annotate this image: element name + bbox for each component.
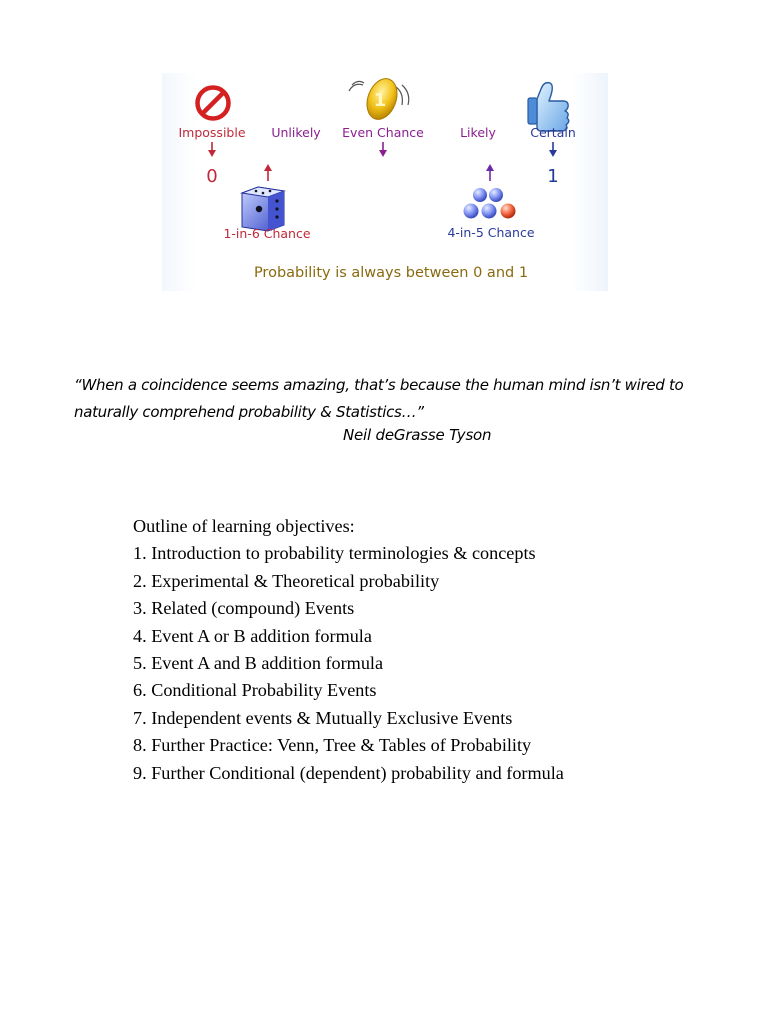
- no-sign-icon: [198, 88, 229, 119]
- label-impossible: Impossible: [178, 125, 246, 140]
- dice-icon: [242, 187, 284, 231]
- list-item: 8. Further Practice: Venn, Tree & Tables of Probability: [133, 735, 532, 756]
- list-item: 3. Related (compound) Events: [133, 598, 355, 619]
- label-likely: Likely: [460, 125, 496, 140]
- list-item: 5. Event A and B addition formula: [133, 653, 384, 674]
- label-one-in-six: 1-in-6 Chance: [223, 226, 311, 241]
- list-item: 7. Independent events & Mutually Exclusive Events: [133, 707, 513, 728]
- down-arrows: [208, 142, 557, 157]
- arrow-even-chance: [379, 150, 387, 157]
- coin-face-text: 1: [373, 90, 387, 111]
- probability-scale-figure: [162, 73, 608, 291]
- objectives-list: [133, 540, 693, 787]
- ball-blue: [473, 188, 487, 202]
- label-four-in-five: 4-in-5 Chance: [447, 225, 535, 240]
- label-unlikely: Unlikely: [271, 125, 321, 140]
- ball-blue: [482, 204, 497, 219]
- ball-blue: [464, 204, 479, 219]
- arrow-four-in-five: [486, 164, 494, 171]
- figure-caption: Probability is always between 0 and 1: [253, 265, 529, 281]
- probability-scale-svg: [162, 73, 608, 291]
- arrow-certain: [549, 150, 557, 157]
- list-item: 9. Further Conditional (dependent) probability and formula: [133, 762, 564, 783]
- coin-icon: [349, 74, 409, 123]
- ball-blue: [489, 188, 503, 202]
- quote-author: Neil deGrasse Tyson: [343, 426, 492, 444]
- arrow-one-in-six: [264, 164, 272, 171]
- label-one: 1: [547, 166, 559, 187]
- ball-red: [501, 204, 516, 219]
- quote-text: “When a coincidence seems amazing, that’s because the human mind isn’t wired to naturally comprehend probability & Statistics…”: [74, 376, 684, 421]
- list-item: 1. Introduction to probability terminologies & concepts: [133, 543, 536, 564]
- list-item: 6. Conditional Probability Events: [133, 680, 377, 701]
- balls-icon: [464, 188, 516, 219]
- thumbs-up-icon: [528, 83, 569, 131]
- up-arrows: [264, 164, 494, 181]
- label-even-chance: Even Chance: [342, 125, 424, 140]
- outline-heading: Outline of learning objectives:: [133, 516, 355, 536]
- label-zero: 0: [206, 166, 218, 187]
- arrow-impossible: [208, 150, 216, 157]
- learning-objectives: [133, 513, 693, 787]
- list-item: 2. Experimental & Theoretical probability: [133, 570, 440, 591]
- label-certain: Certain: [530, 125, 576, 140]
- list-item: 4. Event A or B addition formula: [133, 625, 372, 646]
